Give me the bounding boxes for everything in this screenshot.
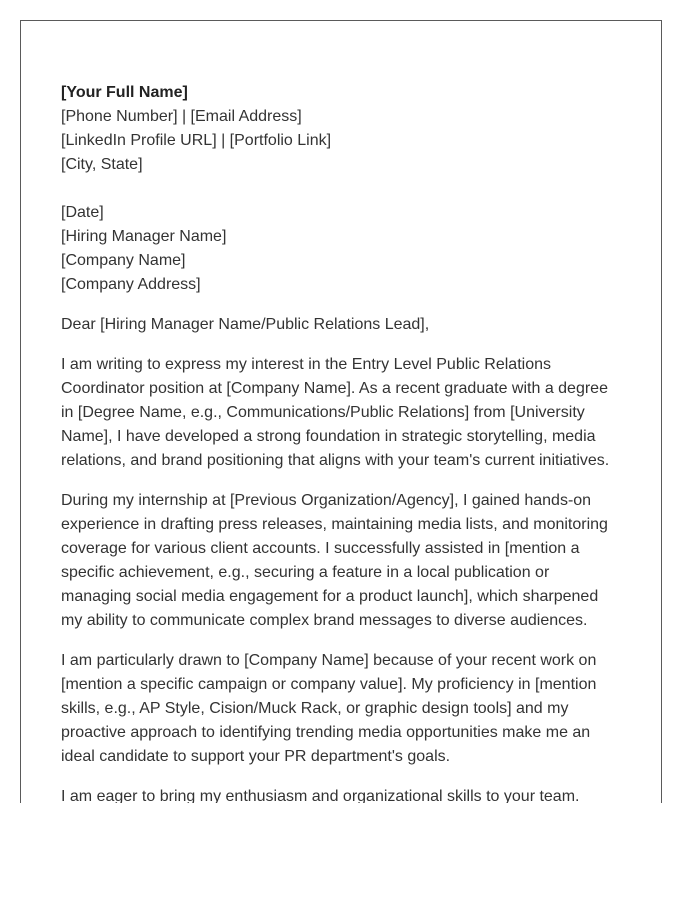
letter-date: [Date] bbox=[61, 204, 104, 221]
spacer bbox=[61, 177, 621, 201]
letter-content bbox=[61, 81, 621, 803]
sender-name: [Your Full Name] bbox=[61, 84, 188, 101]
recipient-address: [Company Address] bbox=[61, 276, 201, 293]
paragraph-intro: I am writing to express my interest in the Entry Level Public Relations Coordinator position at [Company Name]. As a recent graduate with a degree in [Degree Name, e.g., Communications/Public Relations] from [University Name], I have developed a strong foundation in strategic storytelling, media relations, and brand positioning that aligns with your team's current initiatives. bbox=[61, 356, 610, 469]
sender-links: [LinkedIn Profile URL] | [Portfolio Link] bbox=[61, 132, 332, 149]
paragraph-closing-cut: I am eager to bring my enthusiasm and organizational skills to your team. bbox=[61, 788, 580, 803]
recipient-company: [Company Name] bbox=[61, 252, 186, 269]
sender-contact: [Phone Number] | [Email Address] bbox=[61, 108, 302, 125]
recipient-manager: [Hiring Manager Name] bbox=[61, 228, 227, 245]
salutation: Dear [Hiring Manager Name/Public Relations Lead], bbox=[61, 316, 430, 333]
paragraph-company-fit: I am particularly drawn to [Company Name] because of your recent work on [mention a specific campaign or company value]. My proficiency in [mention skills, e.g., AP Style, Cision/Muck Rack, or graphic design tools] and my proactive approach to identifying trending media opportunities make me an ideal candidate to support your PR department's goals. bbox=[61, 652, 597, 765]
paragraph-internship: During my internship at [Previous Organization/Agency], I gained hands-on experience in drafting press releases, maintaining media lists, and monitoring coverage for various client accounts. I successfully assisted in [mention a specific achievement, e.g., securing a feature in a local publication or managing social media engagement for a product launch], which sharpened my ability to communicate complex brand messages to diverse audiences. bbox=[61, 492, 608, 629]
letter-page bbox=[20, 20, 662, 803]
sender-location: [City, State] bbox=[61, 156, 143, 173]
